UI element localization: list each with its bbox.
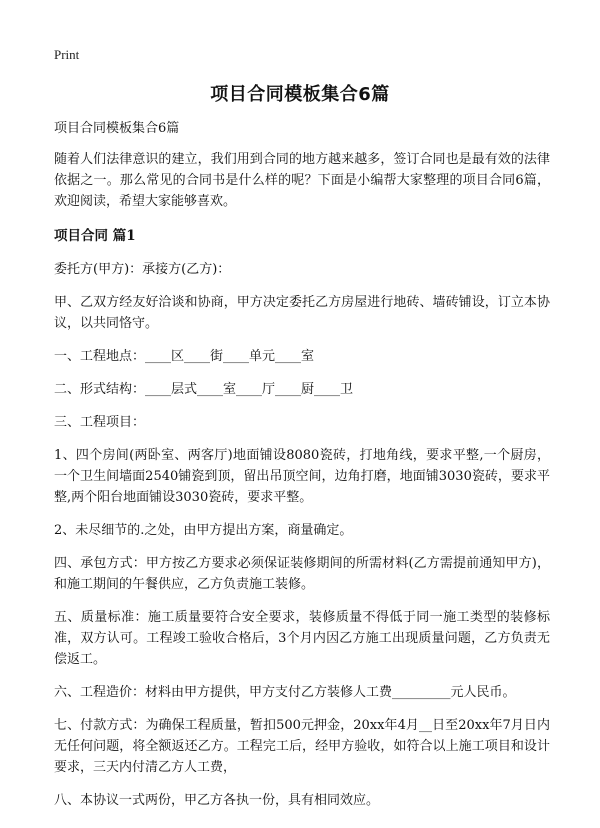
paragraph-location: 一、工程地点：____区____街____单元____室 [54, 349, 315, 364]
document-subtitle: 项目合同模板集合6篇 [54, 121, 180, 136]
paragraph-structure: 二、形式结构：____层式____室____厅____厨____卫 [54, 382, 354, 397]
paragraph-payment: 七、付款方式：为确保工程质量，暂扣500元押金，20xx年4月__日至20xx年7月日内无任何问题，将全额返还乙方。工程完工后，经甲方验收，如符合以上施工项目和设计要求，三天内付清乙方人工费， [54, 718, 550, 775]
paragraph-agreement: 甲、乙双方经友好洽谈和协商，甲方决定委托乙方房屋进行地砖、墙砖铺设，订立本协议，以共同恪守。 [54, 295, 550, 331]
paragraph-copies: 八、本协议一式两份，甲乙方各执一份，具有相同效应。 [54, 793, 380, 808]
paragraph-quality: 五、质量标准：施工质量要符合安全要求，装修质量不得低于同一施工类型的装修标准，双方认可。工程竣工验收合格后，3个月内因乙方施工出现质量问题，乙方负责无偿返工。 [54, 610, 550, 667]
paragraph-project-heading: 三、工程项目： [54, 415, 146, 430]
paragraph-parties: 委托方(甲方)：承接方(乙方)： [54, 262, 231, 277]
paragraph-project-1: 1、四个房间(两卧室、两客厅)地面铺设8080瓷砖，打地角线，要求平整,一个厨房，一个卫生间墙面2540铺瓷到顶，留出吊顶空间，边角打磨，地面铺3030瓷砖，要求平整,两个阳台地面铺设3030瓷砖，要求平整。 [54, 448, 550, 505]
paragraph-project-2: 2、未尽细节的.之处，由甲方提出方案，商量确定。 [54, 523, 353, 538]
paragraph-cost: 六、工程造价：材料由甲方提供，甲方支付乙方装修人工费_________元人民币。 [54, 685, 516, 700]
print-label: Print [54, 47, 80, 62]
paragraph-contract-method: 四、承包方式：甲方按乙方要求必须保证装修期间的所需材料(乙方需提前通知甲方)，和施工期间的午餐供应，乙方负责施工装修。 [54, 556, 550, 592]
document-title: 项目合同模板集合6篇 [210, 84, 390, 105]
section-heading: 项目合同 篇1 [54, 228, 136, 244]
intro-paragraph: 随着人们法律意识的建立，我们用到合同的地方越来越多，签订合同也是最有效的法律依据之一。那么常见的合同书是什么样的呢？下面是小编帮大家整理的项目合同6篇，欢迎阅读，希望大家能够喜欢。 [54, 152, 550, 209]
document-body [54, 118, 550, 823]
